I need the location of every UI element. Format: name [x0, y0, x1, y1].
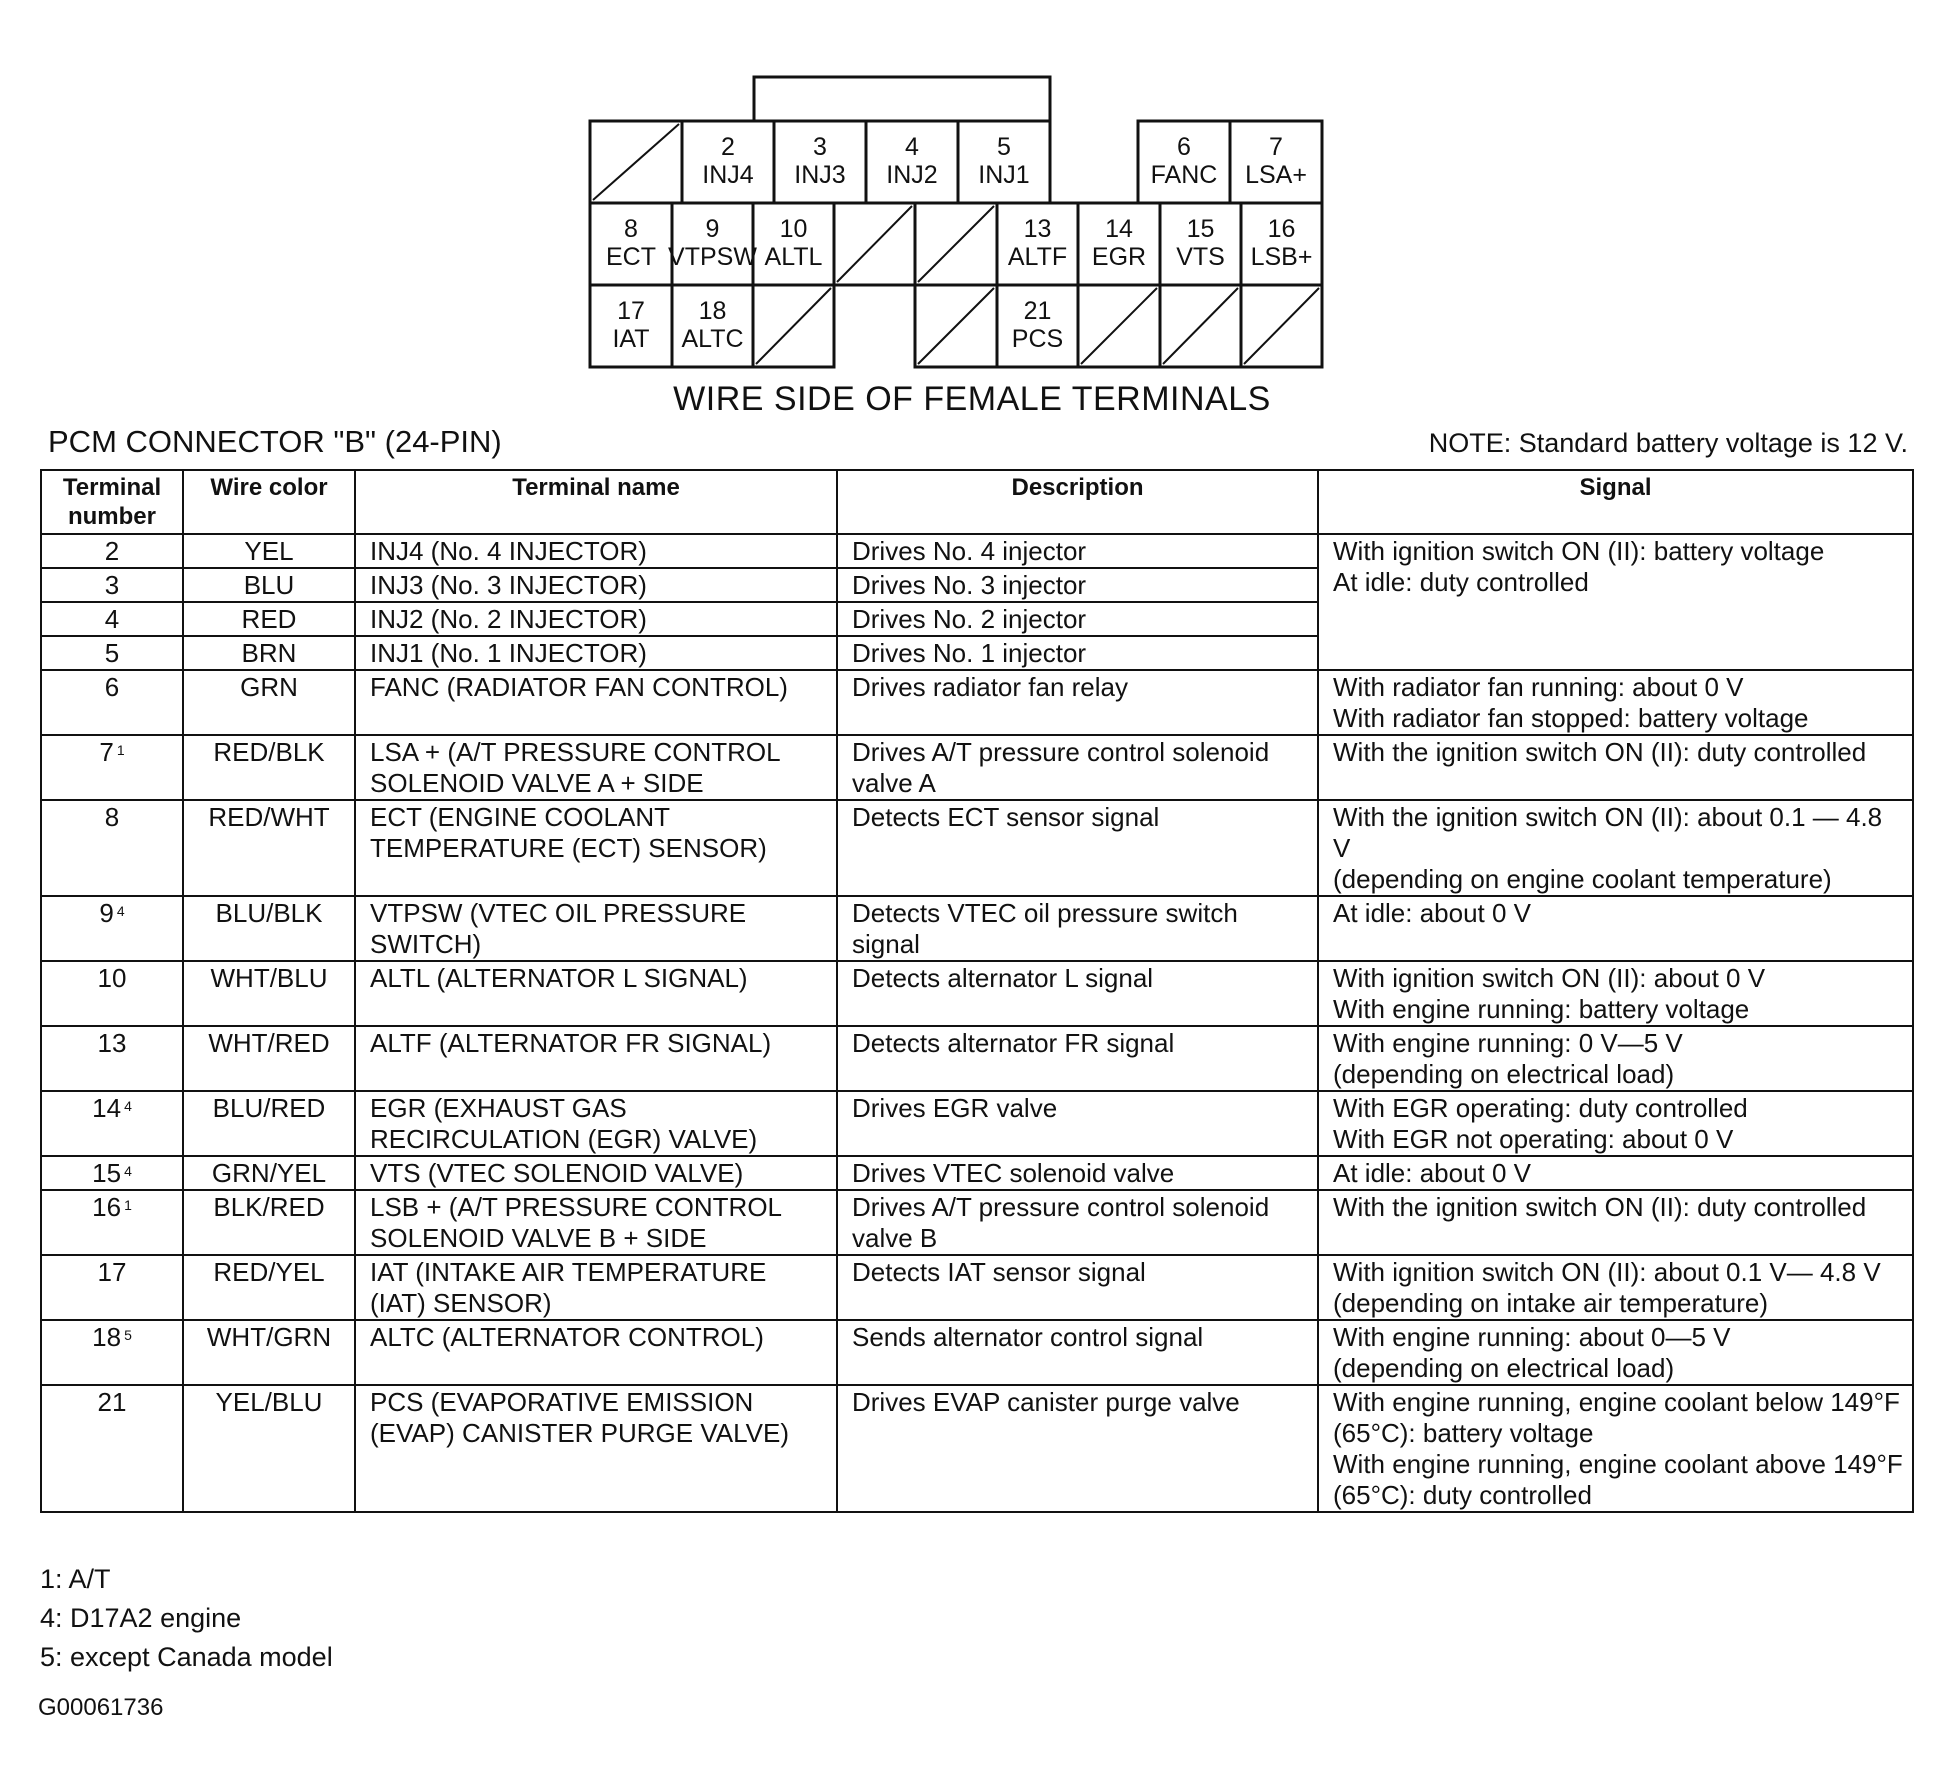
- signal-cell: [1318, 735, 1913, 800]
- blank-cell-slash: [756, 288, 831, 364]
- terminal-name-cell: LSA + (A/T PRESSURE CONTROL SOLENOID VALVE A + SIDE: [355, 735, 837, 800]
- description-cell: Drives No. 2 injector: [837, 602, 1318, 636]
- terminal-number-cell: [41, 1190, 183, 1255]
- wire-color-cell: RED: [183, 602, 355, 636]
- signal-line: With the ignition switch ON (II): duty controlled: [1333, 1192, 1867, 1222]
- signal-line: With the ignition switch ON (II): duty controlled: [1333, 737, 1867, 767]
- terminal-number-label: 14: [1105, 215, 1133, 243]
- signal-line: (depending on intake air temperature): [1333, 1288, 1769, 1318]
- table-row: [41, 800, 1913, 896]
- terminal-number-label: 21: [1023, 297, 1052, 325]
- blank-cell-slash: [918, 288, 994, 364]
- terminal-number: 21: [97, 1387, 127, 1417]
- table-row: [41, 670, 1913, 735]
- terminal-number-label: 3: [813, 133, 827, 161]
- description-cell: Drives No. 1 injector: [837, 636, 1318, 670]
- terminal-name-cell: ALTF (ALTERNATOR FR SIGNAL): [355, 1026, 837, 1091]
- signal-cell: [1318, 670, 1913, 735]
- terminal-number-cell: [41, 1026, 183, 1091]
- terminal-code-label: EGR: [1091, 243, 1147, 271]
- terminal-name-cell: FANC (RADIATOR FAN CONTROL): [355, 670, 837, 735]
- signal-line: (depending on electrical load): [1333, 1353, 1675, 1383]
- table-row: [41, 534, 1913, 568]
- table-row: [41, 1385, 1913, 1512]
- description-cell: Detects VTEC oil pressure switch signal: [837, 896, 1318, 961]
- signal-cell: [1318, 1026, 1913, 1091]
- signal-line: At idle: duty controlled: [1333, 567, 1589, 597]
- signal-cell: [1318, 534, 1913, 670]
- terminal-number: 8: [104, 802, 120, 832]
- terminal-number: 4: [104, 604, 120, 634]
- table-header-row: [41, 470, 1913, 534]
- table-row: [41, 1320, 1913, 1385]
- footnote-marker: 4: [124, 1098, 132, 1114]
- terminal-number-cell: [41, 1156, 183, 1190]
- terminal-number-label: 5: [997, 133, 1011, 161]
- terminal-code-label: FANC: [1150, 161, 1218, 189]
- connector-latch: [754, 77, 1050, 121]
- terminal-number: 16: [92, 1192, 122, 1222]
- signal-cell: [1318, 800, 1913, 896]
- terminal-number-cell: [41, 636, 183, 670]
- signal-cell: [1318, 961, 1913, 1026]
- terminal-number-cell: [41, 1320, 183, 1385]
- terminal-number-cell: [41, 568, 183, 602]
- description-cell: Drives A/T pressure control solenoid valve B: [837, 1190, 1318, 1255]
- terminal-code-label: INJ1: [978, 161, 1030, 189]
- signal-cell: [1318, 896, 1913, 961]
- terminal-code-label: ALTF: [1007, 243, 1068, 271]
- signal-line: With EGR not operating: about 0 V: [1333, 1124, 1734, 1154]
- terminal-number: 6: [104, 672, 120, 702]
- signal-cell: [1318, 1320, 1913, 1385]
- table-row: [41, 735, 1913, 800]
- header-wire-color: Wire color: [183, 470, 355, 534]
- wire-color-cell: RED/BLK: [183, 735, 355, 800]
- terminal-name-cell: VTPSW (VTEC OIL PRESSURE SWITCH): [355, 896, 837, 961]
- wire-color-cell: YEL: [183, 534, 355, 568]
- terminal-number-cell: [41, 961, 183, 1026]
- footnote-marker: 1: [124, 1197, 132, 1213]
- signal-line: With ignition switch ON (II): about 0 V: [1333, 963, 1766, 993]
- terminal-number: 7: [99, 737, 114, 767]
- blank-cell-slash: [918, 206, 994, 282]
- table-row: [41, 1026, 1913, 1091]
- terminal-number-cell: [41, 1255, 183, 1320]
- terminal-code-label: PCS: [1011, 325, 1064, 353]
- wire-color-cell: RED/WHT: [183, 800, 355, 896]
- terminal-number: 14: [92, 1093, 122, 1123]
- terminal-code-label: VTS: [1176, 243, 1225, 271]
- terminal-code-label: IAT: [612, 325, 650, 353]
- terminal-number-label: 18: [698, 297, 727, 325]
- terminal-number-cell: [41, 735, 183, 800]
- terminal-name-cell: IAT (INTAKE AIR TEMPERATURE (IAT) SENSOR): [355, 1255, 837, 1320]
- description-cell: Drives radiator fan relay: [837, 670, 1318, 735]
- signal-line: With ignition switch ON (II): about 0.1 V— 4.8 V: [1333, 1257, 1881, 1287]
- header-signal: Signal: [1318, 470, 1913, 534]
- terminal-name-cell: ALTC (ALTERNATOR CONTROL): [355, 1320, 837, 1385]
- terminal-number-cell: [41, 670, 183, 735]
- signal-line: With engine running, engine coolant below 149°F (65°C): battery voltage: [1333, 1387, 1900, 1448]
- wire-color-cell: GRN/YEL: [183, 1156, 355, 1190]
- terminal-number-cell: [41, 602, 183, 636]
- signal-line: With the ignition switch ON (II): about 0.1 — 4.8 V: [1333, 802, 1883, 863]
- description-cell: Detects ECT sensor signal: [837, 800, 1318, 896]
- terminal-code-label: LSA+: [1245, 161, 1307, 189]
- signal-line: With engine running, engine coolant above 149°F (65°C): duty controlled: [1333, 1449, 1903, 1510]
- description-cell: Sends alternator control signal: [837, 1320, 1318, 1385]
- footnote-marker: 4: [124, 1163, 132, 1179]
- terminal-number-label: 10: [779, 215, 808, 243]
- table-row: [41, 1091, 1913, 1156]
- figure-code: G00061736: [38, 1694, 164, 1721]
- terminal-number-label: 8: [624, 215, 638, 243]
- description-cell: Drives A/T pressure control solenoid valve A: [837, 735, 1318, 800]
- terminal-number-label: 17: [617, 297, 645, 325]
- signal-line: With EGR operating: duty controlled: [1333, 1093, 1748, 1123]
- terminal-number-cell: [41, 800, 183, 896]
- terminal-number: 10: [97, 963, 127, 993]
- description-cell: Drives EGR valve: [837, 1091, 1318, 1156]
- header-terminal-name: Terminal name: [355, 470, 837, 534]
- terminal-name-cell: INJ1 (No. 1 INJECTOR): [355, 636, 837, 670]
- terminal-name-cell: INJ4 (No. 4 INJECTOR): [355, 534, 837, 568]
- terminal-name-cell: PCS (EVAPORATIVE EMISSION (EVAP) CANISTER PURGE VALVE): [355, 1385, 837, 1512]
- signal-line: With engine running: about 0—5 V: [1333, 1322, 1731, 1352]
- description-cell: Detects IAT sensor signal: [837, 1255, 1318, 1320]
- terminal-number: 15: [92, 1158, 122, 1188]
- table-row: [41, 961, 1913, 1026]
- signal-line: (depending on engine coolant temperature): [1333, 864, 1832, 894]
- terminal-name-cell: INJ2 (No. 2 INJECTOR): [355, 602, 837, 636]
- wire-color-cell: BLU/RED: [183, 1091, 355, 1156]
- terminal-code-label: ALTC: [681, 325, 744, 353]
- footnotes: [40, 1560, 333, 1677]
- wire-color-cell: GRN: [183, 670, 355, 735]
- footnote-marker: 5: [124, 1327, 132, 1343]
- signal-line: With engine running: 0 V—5 V: [1333, 1028, 1683, 1058]
- terminal-code-label: ALTL: [764, 243, 823, 271]
- terminal-code-label: INJ4: [702, 161, 754, 189]
- terminal-number-label: 4: [905, 133, 919, 161]
- terminal-name-cell: LSB + (A/T PRESSURE CONTROL SOLENOID VALVE B + SIDE: [355, 1190, 837, 1255]
- blank-cell-slash: [593, 124, 679, 200]
- connector-diagram: [0, 0, 1944, 380]
- wire-color-cell: BLK/RED: [183, 1190, 355, 1255]
- voltage-note: NOTE: Standard battery voltage is 12 V.: [1428, 428, 1908, 458]
- description-cell: Drives No. 3 injector: [837, 568, 1318, 602]
- diagram-caption: WIRE SIDE OF FEMALE TERMINALS: [673, 380, 1271, 418]
- footnote-marker: 1: [116, 742, 125, 758]
- terminal-number-label: 15: [1186, 215, 1215, 243]
- terminal-name-cell: INJ3 (No. 3 INJECTOR): [355, 568, 837, 602]
- description-cell: Drives EVAP canister purge valve: [837, 1385, 1318, 1512]
- signal-cell: [1318, 1091, 1913, 1156]
- terminal-number: 3: [104, 570, 120, 600]
- terminal-code-label: LSB+: [1250, 243, 1313, 271]
- signal-line: (depending on electrical load): [1333, 1059, 1675, 1089]
- terminal-number-cell: [41, 896, 183, 961]
- footnote: 4: D17A2 engine: [40, 1603, 242, 1633]
- table-row: [41, 1190, 1913, 1255]
- terminal-number: 18: [92, 1322, 122, 1352]
- signal-line: With ignition switch ON (II): battery voltage: [1333, 536, 1825, 566]
- terminal-number-cell: [41, 534, 183, 568]
- terminal-number-label: 13: [1023, 215, 1052, 243]
- terminal-name-cell: ALTL (ALTERNATOR L SIGNAL): [355, 961, 837, 1026]
- signal-line: At idle: about 0 V: [1333, 1158, 1532, 1188]
- table-row: [41, 1255, 1913, 1320]
- terminal-number: 17: [97, 1257, 127, 1287]
- terminal-number-cell: [41, 1385, 183, 1512]
- wire-color-cell: WHT/GRN: [183, 1320, 355, 1385]
- terminal-number-label: 9: [705, 215, 720, 243]
- table-row: [41, 1156, 1913, 1190]
- terminal-number-cell: [41, 1091, 183, 1156]
- wire-color-cell: WHT/RED: [183, 1026, 355, 1091]
- header-description: Description: [837, 470, 1318, 534]
- connector-title: PCM CONNECTOR "B" (24-PIN): [48, 424, 502, 459]
- pin-table: [40, 469, 1914, 1513]
- footnote-marker: 4: [116, 903, 125, 919]
- signal-line: With engine running: battery voltage: [1333, 994, 1750, 1024]
- wire-color-cell: BLU: [183, 568, 355, 602]
- terminal-number: 13: [97, 1028, 127, 1058]
- terminal-code-label: VTPSW: [668, 243, 757, 271]
- blank-cell-slash: [1244, 288, 1319, 364]
- description-cell: Detects alternator FR signal: [837, 1026, 1318, 1091]
- blank-cell-slash: [1081, 288, 1157, 364]
- terminal-code-label: ECT: [606, 243, 656, 271]
- terminal-number-label: 16: [1267, 215, 1296, 243]
- terminal-number: 9: [99, 898, 114, 928]
- signal-cell: [1318, 1190, 1913, 1255]
- blank-cell-slash: [1163, 288, 1238, 364]
- terminal-number-label: 6: [1177, 133, 1191, 161]
- wire-color-cell: BLU/BLK: [183, 896, 355, 961]
- header-terminal-number: Terminal number: [41, 470, 183, 534]
- wire-color-cell: BRN: [183, 636, 355, 670]
- terminal-name-cell: VTS (VTEC SOLENOID VALVE): [355, 1156, 837, 1190]
- wire-color-cell: WHT/BLU: [183, 961, 355, 1026]
- table-row: [41, 896, 1913, 961]
- signal-cell: [1318, 1255, 1913, 1320]
- terminal-number: 5: [104, 638, 120, 668]
- blank-cell-slash: [837, 206, 912, 282]
- wire-color-cell: YEL/BLU: [183, 1385, 355, 1512]
- terminal-name-cell: EGR (EXHAUST GAS RECIRCULATION (EGR) VALVE): [355, 1091, 837, 1156]
- signal-cell: [1318, 1156, 1913, 1190]
- footnote: 1: A/T: [40, 1564, 111, 1594]
- terminal-number: 2: [104, 536, 120, 566]
- terminal-code-label: INJ3: [794, 161, 846, 189]
- terminal-name-cell: ECT (ENGINE COOLANT TEMPERATURE (ECT) SENSOR): [355, 800, 837, 896]
- description-cell: Drives No. 4 injector: [837, 534, 1318, 568]
- wire-color-cell: RED/YEL: [183, 1255, 355, 1320]
- description-cell: Detects alternator L signal: [837, 961, 1318, 1026]
- signal-line: With radiator fan stopped: battery voltage: [1333, 703, 1809, 733]
- signal-cell: [1318, 1385, 1913, 1512]
- terminal-number-label: 7: [1269, 133, 1283, 161]
- terminal-code-label: INJ2: [886, 161, 938, 189]
- signal-line: At idle: about 0 V: [1333, 898, 1532, 928]
- terminal-number-label: 2: [721, 133, 735, 161]
- signal-line: With radiator fan running: about 0 V: [1333, 672, 1744, 702]
- description-cell: Drives VTEC solenoid valve: [837, 1156, 1318, 1190]
- footnote: 5: except Canada model: [40, 1642, 333, 1672]
